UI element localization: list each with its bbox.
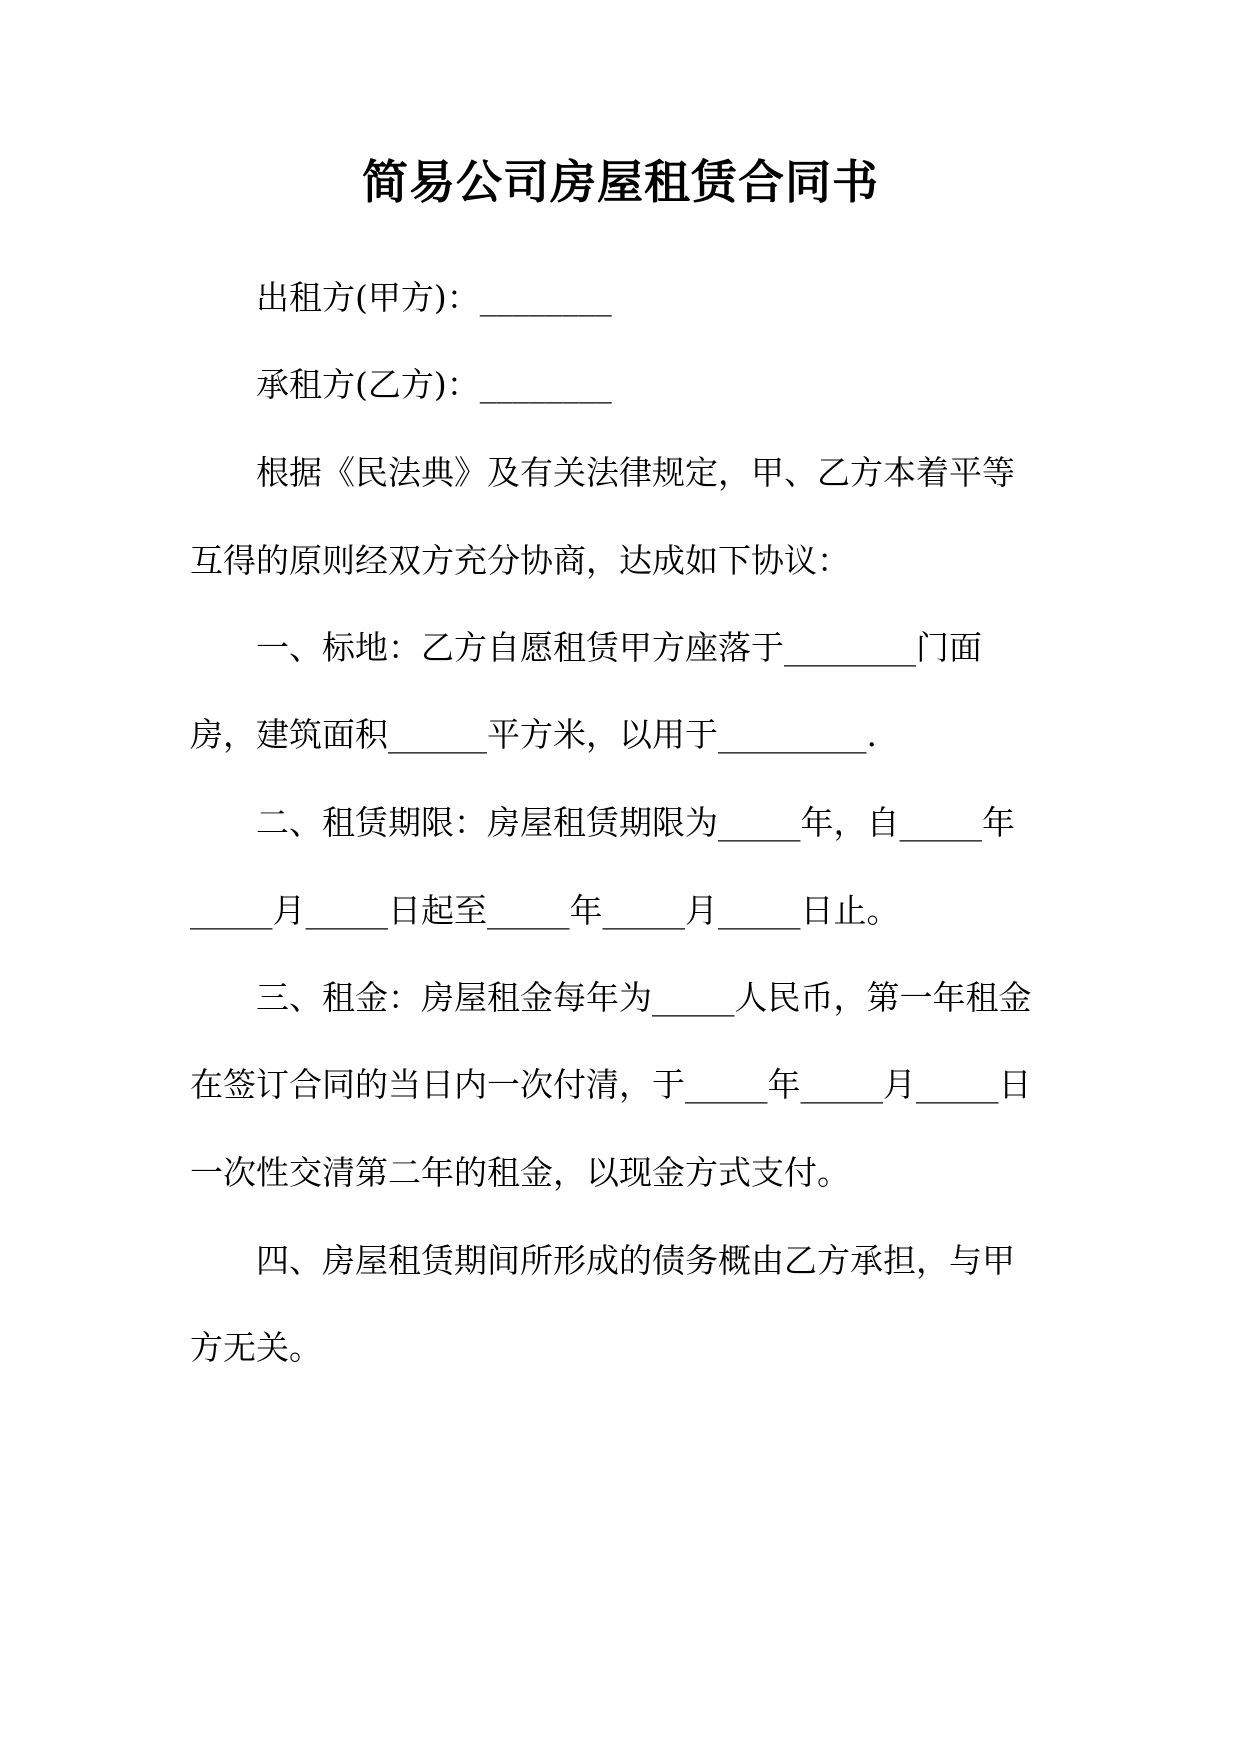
preamble-line-1: 根据《民法典》及有关法律规定，甲、乙方本着平等	[256, 453, 1015, 492]
clause-1-line-2: 房，建筑面积______平方米，以用于_________.	[190, 715, 877, 754]
clause-3-line-1: 三、租金：房屋租金每年为_____人民币，第一年租金	[256, 978, 1032, 1017]
clause-4-line-2: 方无关。	[190, 1328, 322, 1367]
clause-2-line-2: _____月_____日起至_____年_____月_____日止。	[190, 891, 900, 930]
clause-3-line-3: 一次性交清第二年的租金，以现金方式支付。	[190, 1153, 850, 1192]
clause-4-line-1: 四、房屋租赁期间所形成的债务概由乙方承担，与甲	[256, 1241, 1015, 1280]
document-title: 简易公司房屋租赁合同书	[362, 155, 879, 209]
lessor-line: 出租方(甲方)：________	[256, 278, 612, 317]
clause-2-line-1: 二、租赁期限：房屋租赁期限为_____年，自_____年	[256, 803, 1015, 842]
clause-1-line-1: 一、标地：乙方自愿租赁甲方座落于________门面	[256, 628, 982, 667]
preamble-line-2: 互得的原则经双方充分协商，达成如下协议：	[190, 541, 850, 580]
clause-3-line-2: 在签订合同的当日内一次付清，于_____年_____月_____日	[190, 1065, 1032, 1104]
lessee-line: 承租方(乙方)：________	[256, 365, 612, 404]
